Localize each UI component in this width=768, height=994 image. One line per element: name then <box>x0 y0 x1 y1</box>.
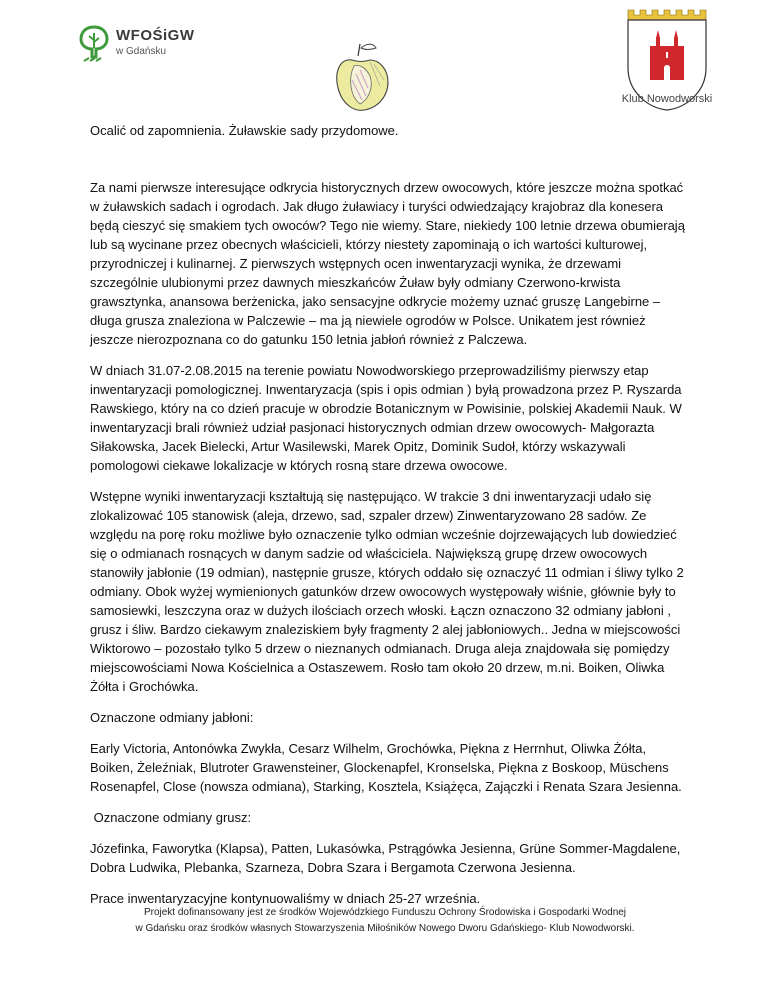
paragraph-results: Wstępne wyniki inwentaryzacji kształtują się następująco. W trakcie 3 dni inwentaryzacji udało się zlokalizować 105 stanowisk (aleja, drzewo, sad, szpaler drzew) Zinwentaryzowano 28 sadów. Ze względu na porę roku możliwe było oznaczenie tylko odmian wcześnie dojrzewających lub dowiedzieć się o odmianach rosnących w danym sadzie od właściciela. Największą grupę drzew owocowych stanowiły jabłonie (19 odmian), następnie grusze, których oddało się oznaczyć 11 odmian i śliwy tylko 2 odmiany. Obok wyżej wymienionych gatunków drzew owocowych występowały wiśnie, głównie były to samosiewki, leszczyna oraz w dużych ilościach orzech włoski. Łączn oznaczono 32 odmiany jabłoni , grusz i śliw. Bardzo ciekawym znaleziskiem były fragmenty 2 alej jabłoniowych.. Jedna w miejscowości Wiktorowo – pozostało tylko 5 drzew o nieznanych odmianach. Druga aleja znajdowała się pomiędzy miejscowościami Nowa Kościelnica a Ostaszewem. Rosło tam około 20 drzew, m.ni. Boiken, Oliwka Żółta i Grochówka. <box>90 489 684 694</box>
logo-subtitle: w Gdańsku <box>116 46 167 57</box>
paragraph-inventory: W dniach 31.07-2.08.2015 na terenie powiatu Nowodworskiego przeprowadziliśmy pierwszy etap inwentaryzacji pomologicznej. Inwentaryzacja (spis i opis odmian ) byłą prowadzona przez P. Ryszarda Rawskiego, który na co dzień pracuje w obrodzie Botanicznym w Powisinie, polskiej Akademii Nauk. W inwentaryzacji brali również udział pasjonaci historycznych odmian drzew owocowych- Małgorazta Siłakowska, Jacek Bielecki, Artur Wasilewski, Marek Opitz, Dominik Sudoł, którzy wskazywali pomologowi ciekawe lokalizacje w których rosną stare drzewa owocowe. <box>90 363 682 473</box>
tree-leaf-icon <box>78 24 110 64</box>
footer-line-1: Projekt dofinansowany jest ze środków Wojewódzkiego Funduszu Ochrony Środowiska i Gospodarki Wodnej <box>143 907 627 918</box>
footer-line-2: w Gdańsku oraz środków własnych Stowarzyszenia Miłośników Nowego Dworu Gdańskiego- Klub Nowodworski. <box>135 923 635 934</box>
crest-text: Klub Nowodworski <box>621 93 712 105</box>
funding-footer <box>80 905 690 937</box>
paragraph-intro: Za nami pierwsze interesujące odkrycia historycznych drzew owocowych, które jeszcze można spotkać w żuławskich sadach i ogrodach. Jak długo żuławiacy i turyści odwiedzający krajobraz dla konesera będą cieszyć się smakiem tych owoców? Tego nie wiemy. Stare, niekiedy 100 letnie drzewa obumierają lub są wycinane przez obecnych właścicieli, którzy niestety zapominają o ich wartości kulturowej, przyrodniczej i kulinarnej. Z pierwszych wstępnych ocen inwentaryzacji wynika, że drzewami szczególnie ulubionymi przez dawnych mieszkańców Żuław były odmiany Czerwono-krwista grawsztynka, anansowa berżenicka, jako sensacyjne odkrycie możemy uznać gruszę Langebirne – długa grusza znaleziona w Palczewie – ma ją niewiele ogrodów w Polsce. Unikatem jest również jeszcze nierozpoznana co do gatunku 150 letnia jabłoń również z Palczewa. <box>90 180 685 347</box>
document-body <box>90 121 690 920</box>
apple-varieties-heading: Oznaczone odmiany jabłoni: <box>90 710 254 725</box>
wfosigw-logo <box>78 24 218 68</box>
logo-name: WFOŚiGW <box>116 27 195 44</box>
apple-varieties-list: Early Victoria, Antonówka Zwykła, Cesarz Wilhelm, Grochówka, Piękna z Herrnhut, Oliwka Żółta, Boiken, Żeleźniak, Blutroter Grawensteiner, Glockenapfel, Kronselska, Piękna z Boskoop, Müschens Rosenapfel, Close (nowsza odmiana), Starking, Kosztela, Książęca, Zajączki i Renata Szara Jesienna. <box>90 741 682 794</box>
pear-varieties-heading: Oznaczone odmiany grusz: <box>90 810 252 825</box>
document-title: Ocalić od zapomnienia. Żuławskie sady przydomowe. <box>90 123 399 138</box>
paragraph-continuation: Prace inwentaryzacyjne kontynuowaliśmy w dniach 25-27 września. <box>90 891 481 906</box>
apple-core-icon <box>330 40 394 116</box>
pear-varieties-list: Józefinka, Faworytka (Klapsa), Patten, Lukasówka, Pstrągówka Jesienna, Grüne Sommer-Magdalene, Dobra Ludwika, Plebanka, Szarneza, Dobra Szara i Bergamota Czerwona Jesienna. <box>90 841 681 875</box>
klub-nowodworski-crest <box>620 6 712 114</box>
